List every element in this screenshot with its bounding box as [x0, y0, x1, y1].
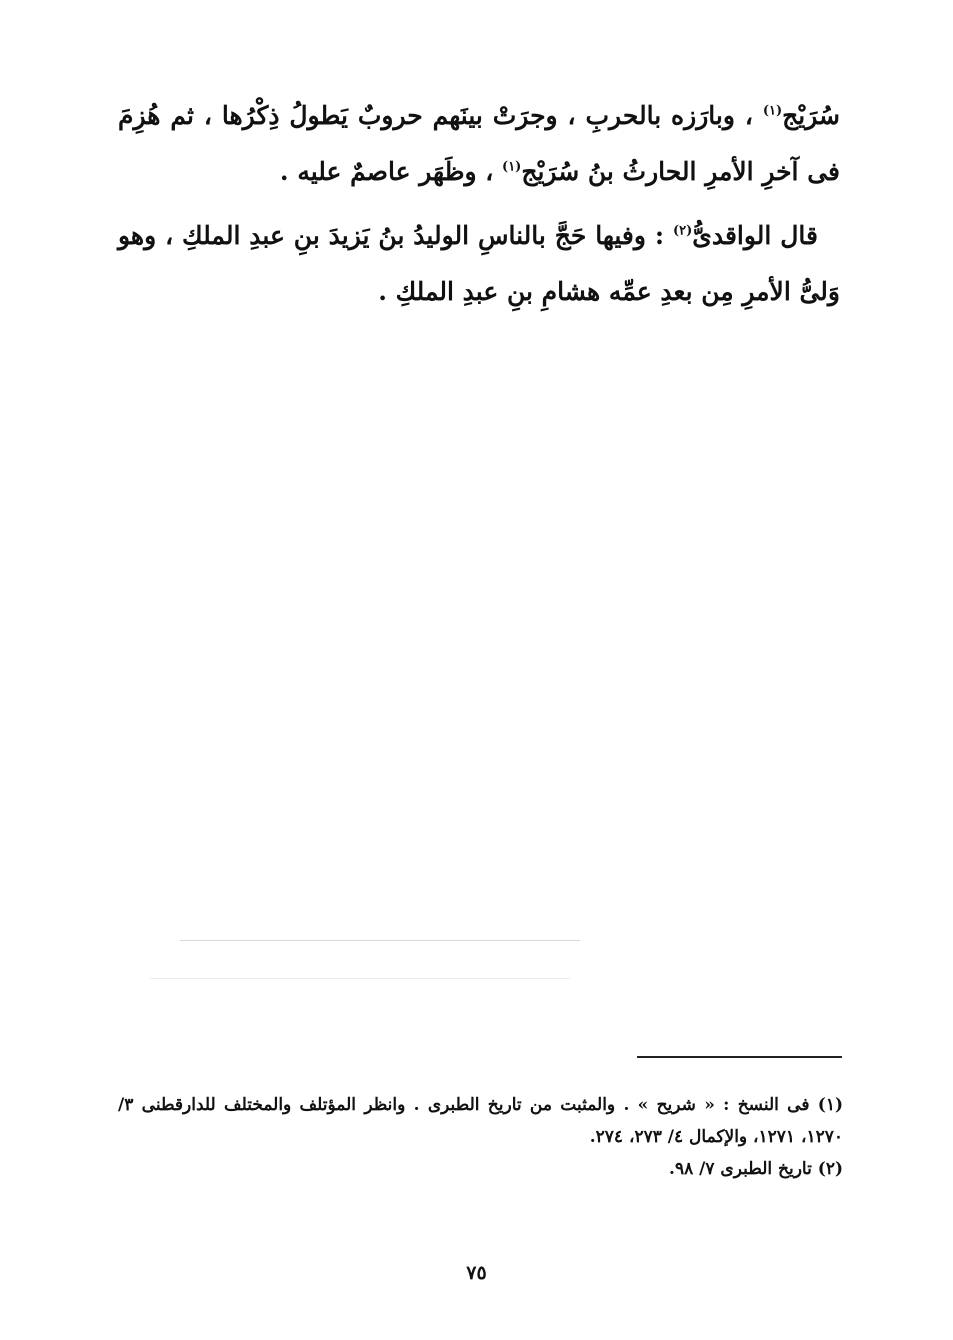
scan-artifact: [150, 978, 570, 979]
footnote-1: (١) فى النسخ : « شريح » . والمثبت من تاريخ الطبرى . وانظر المؤتلف والمختلف للدارقطنى ٣/ ١٢٧٠، ١٢٧١، والإكمال ٤/ ٢٧٣، ٢٧٤.: [118, 1095, 843, 1147]
footnote-ref-1[interactable]: (١): [762, 103, 783, 119]
footnote-2: (٢) تاريخ الطبرى ٧/ ٩٨.: [669, 1159, 843, 1179]
paragraph-1-text-b: ، وبارَزه بالحربِ ، وجرَتْ بينَهم حروبٌ يَطولُ ذِكْرُها ، ثم هُزِمَ فى آخرِ: [118, 101, 840, 186]
footnote-ref-2[interactable]: (٢): [672, 223, 693, 239]
main-text: [118, 88, 840, 320]
paragraph-2-text-a: قال الواقدىُّ: [692, 221, 818, 250]
page-number: ٧٥: [466, 1262, 487, 1284]
footnotes: [118, 1089, 843, 1185]
paragraph-1: [118, 88, 840, 200]
paragraph-1-text-c: الأمرِ الحارثُ بنُ سُرَيْج: [521, 157, 754, 186]
paragraph-2-text-b: : وفيها حَجَّ بالناسِ الوليدُ بنُ يَزيدَ بنِ عبدِ الملكِ ، وهو وَلىُّ الأمرِ مِن بعدِ عمِّه هشامِ بنِ عبدِ الملكِ .: [118, 221, 840, 306]
scan-artifact: [180, 940, 580, 941]
paragraph-1-text-d: ، وظَهَر عاصمٌ عليه .: [279, 157, 503, 186]
footnote-divider: [637, 1056, 842, 1058]
paragraph-2: [118, 208, 840, 320]
footnote-ref-1-repeat[interactable]: (١): [502, 159, 522, 175]
paragraph-1-text-a: سُرَيْج: [782, 101, 840, 130]
